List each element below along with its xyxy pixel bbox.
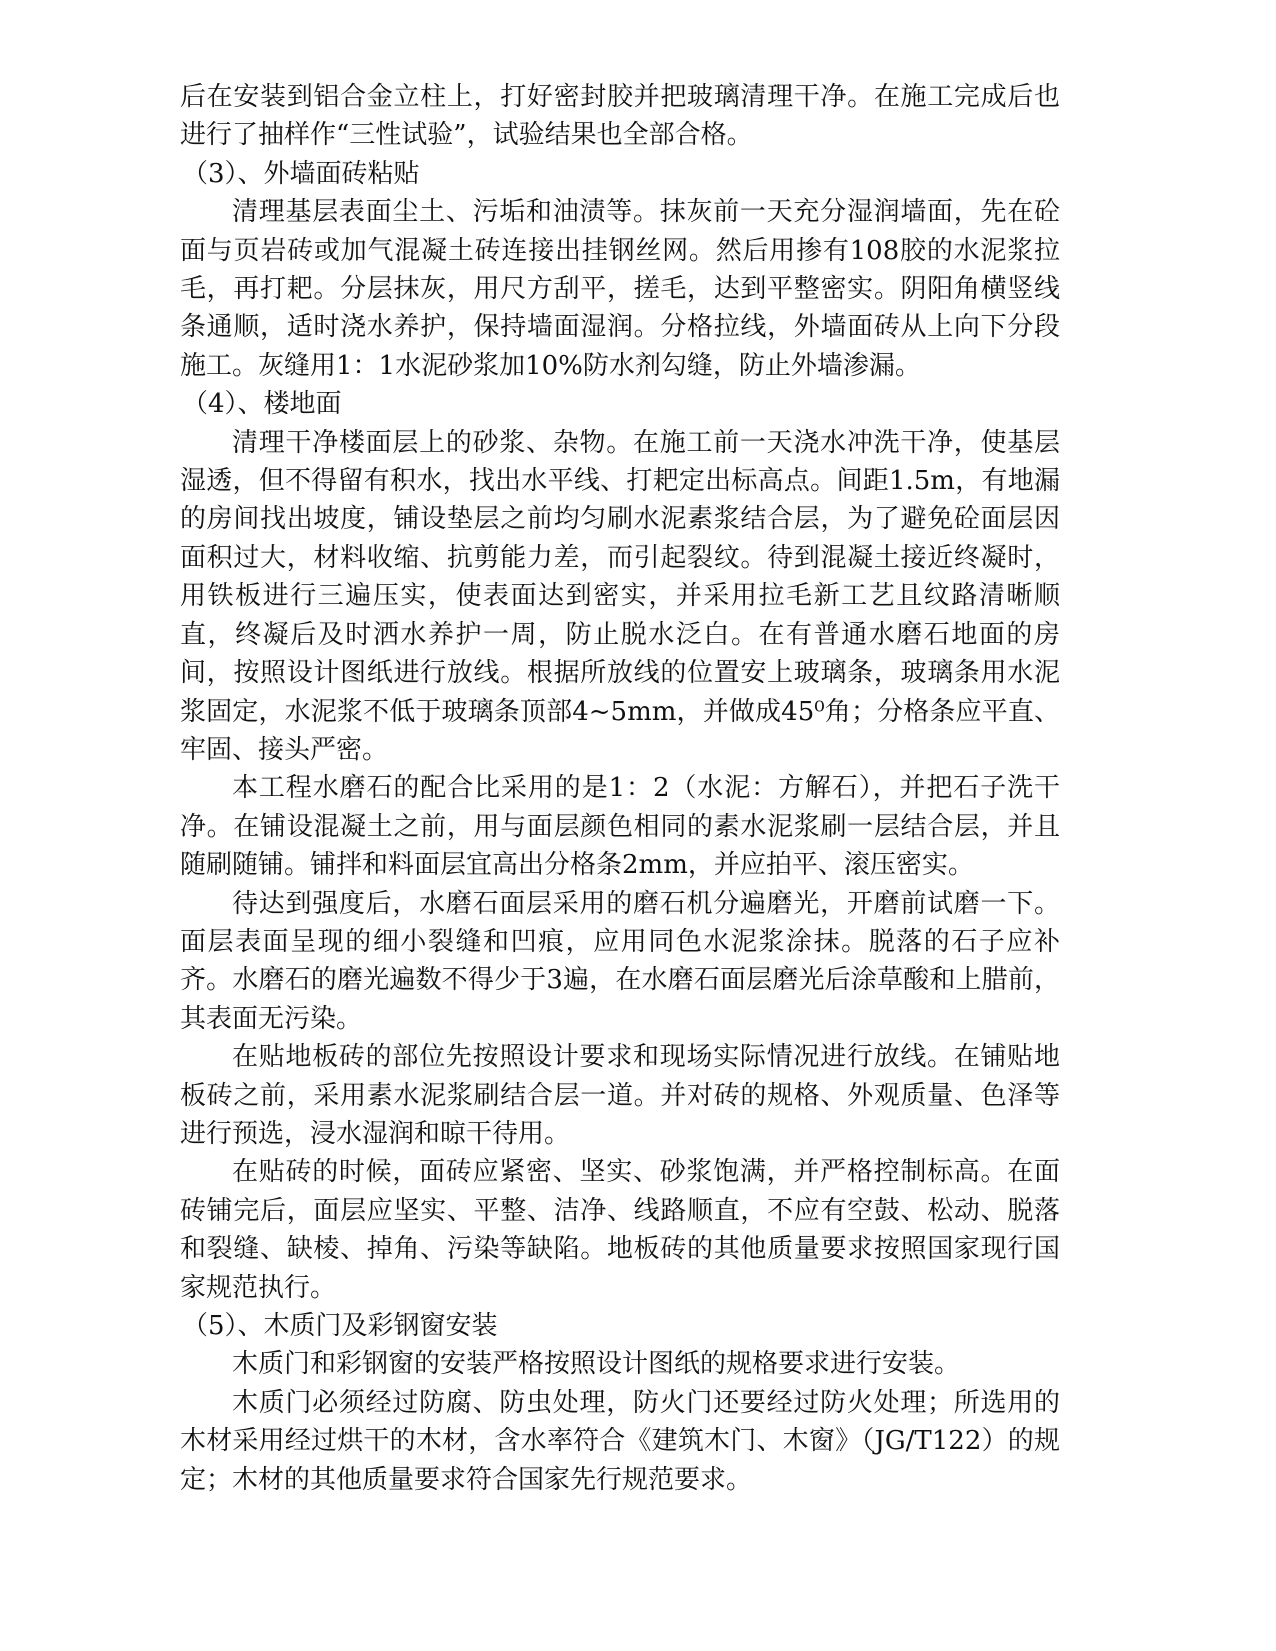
heading-floor: （4）、楼地面 (182, 389, 342, 420)
document-page (180, 78, 1060, 1499)
paragraph-floor-tile-quality: 在贴砖的时候，面砖应紧密、坚实、砂浆饱满，并严格控制标高。在面砖铺完后，面层应坚实、平整、洁净、线路顺直，不应有空鼓、松动、脱落和裂缝、缺棱、掉角、污染等缺陷。地板砖的其他质量要求按照国家现行国家规范执行。 (180, 1157, 1060, 1303)
paragraph-floor-tile-layout: 在贴地板砖的部位先按照设计要求和现场实际情况进行放线。在铺贴地板砖之前，采用素水泥浆刷结合层一道。并对砖的规格、外观质量、色泽等进行预选，浸水湿润和晾干待用。 (180, 1042, 1060, 1149)
paragraph-floor-prep: 清理干净楼面层上的砂浆、杂物。在施工前一天浇水冲洗干净，使基层湿透，但不得留有积水，找出水平线、打耙定出标高点。间距1.5m，有地漏的房间找出坡度，铺设垫层之前均匀刷水泥素浆结合层，为了避免砼面层因面积过大，材料收缩、抗剪能力差，而引起裂纹。待到混凝土接近终凝时，用铁板进行三遍压实，使表面达到密实，并采用拉毛新工艺且纹路清晰顺直，终凝后及时洒水养护一周，防止脱水泛白。在有普通水磨石地面的房间，按照设计图纸进行放线。根据所放线的位置安上玻璃条，玻璃条用水泥浆固定，水泥浆不低于玻璃条顶部4~5mm，并做成45⁰角；分格条应平直、牢固、接头严密。 (180, 427, 1060, 765)
paragraph-exterior-tile: 清理基层表面尘土、污垢和油渍等。抹灰前一天充分湿润墙面，先在砼面与页岩砖或加气混凝土砖连接出挂钢丝网。然后用掺有108胶的水泥浆拉毛，再打耙。分层抹灰，用尺方刮平，搓毛，达到平整密实。阴阳角横竖线条通顺，适时浇水养护，保持墙面湿润。分格拉线，外墙面砖从上向下分段施工。灰缝用1：1水泥砂浆加10%防水剂勾缝，防止外墙渗漏。 (180, 197, 1060, 381)
paragraph-doors-windows-install: 木质门和彩钢窗的安装严格按照设计图纸的规格要求进行安装。 (232, 1349, 961, 1380)
paragraph-glass-curtain-continued: 后在安装到铝合金立柱上，打好密封胶并把玻璃清理干净。在施工完成后也进行了抽样作“三性试验”，试验结果也全部合格。 (180, 82, 1060, 151)
paragraph-terrazzo-mix: 本工程水磨石的配合比采用的是1：2（水泥：方解石），并把石子洗干净。在铺设混凝土之前，用与面层颜色相同的素水泥浆刷一层结合层，并且随刷随铺。铺拌和料面层宜高出分格条2mm，并应拍平、滚压密实。 (180, 773, 1060, 881)
paragraph-wooden-door-treatment: 木质门必须经过防腐、防虫处理，防火门还要经过防火处理；所选用的木材采用经过烘干的木材，含水率符合《建筑木门、木窗》（JG/T122）的规定；木材的其他质量要求符合国家先行规范要求。 (180, 1387, 1060, 1495)
heading-doors-windows: （5）、木质门及彩钢窗安装 (182, 1311, 498, 1341)
heading-exterior-tile: （3）、外墙面砖粘贴 (182, 158, 420, 189)
paragraph-terrazzo-polish: 待达到强度后，水磨石面层采用的磨石机分遍磨光，开磨前试磨一下。面层表面呈现的细小裂缝和凹痕，应用同色水泥浆涂抹。脱落的石子应补齐。水磨石的磨光遍数不得少于3遍，在水磨石面层磨光后涂草酸和上腊前，其表面无污染。 (180, 888, 1060, 1034)
